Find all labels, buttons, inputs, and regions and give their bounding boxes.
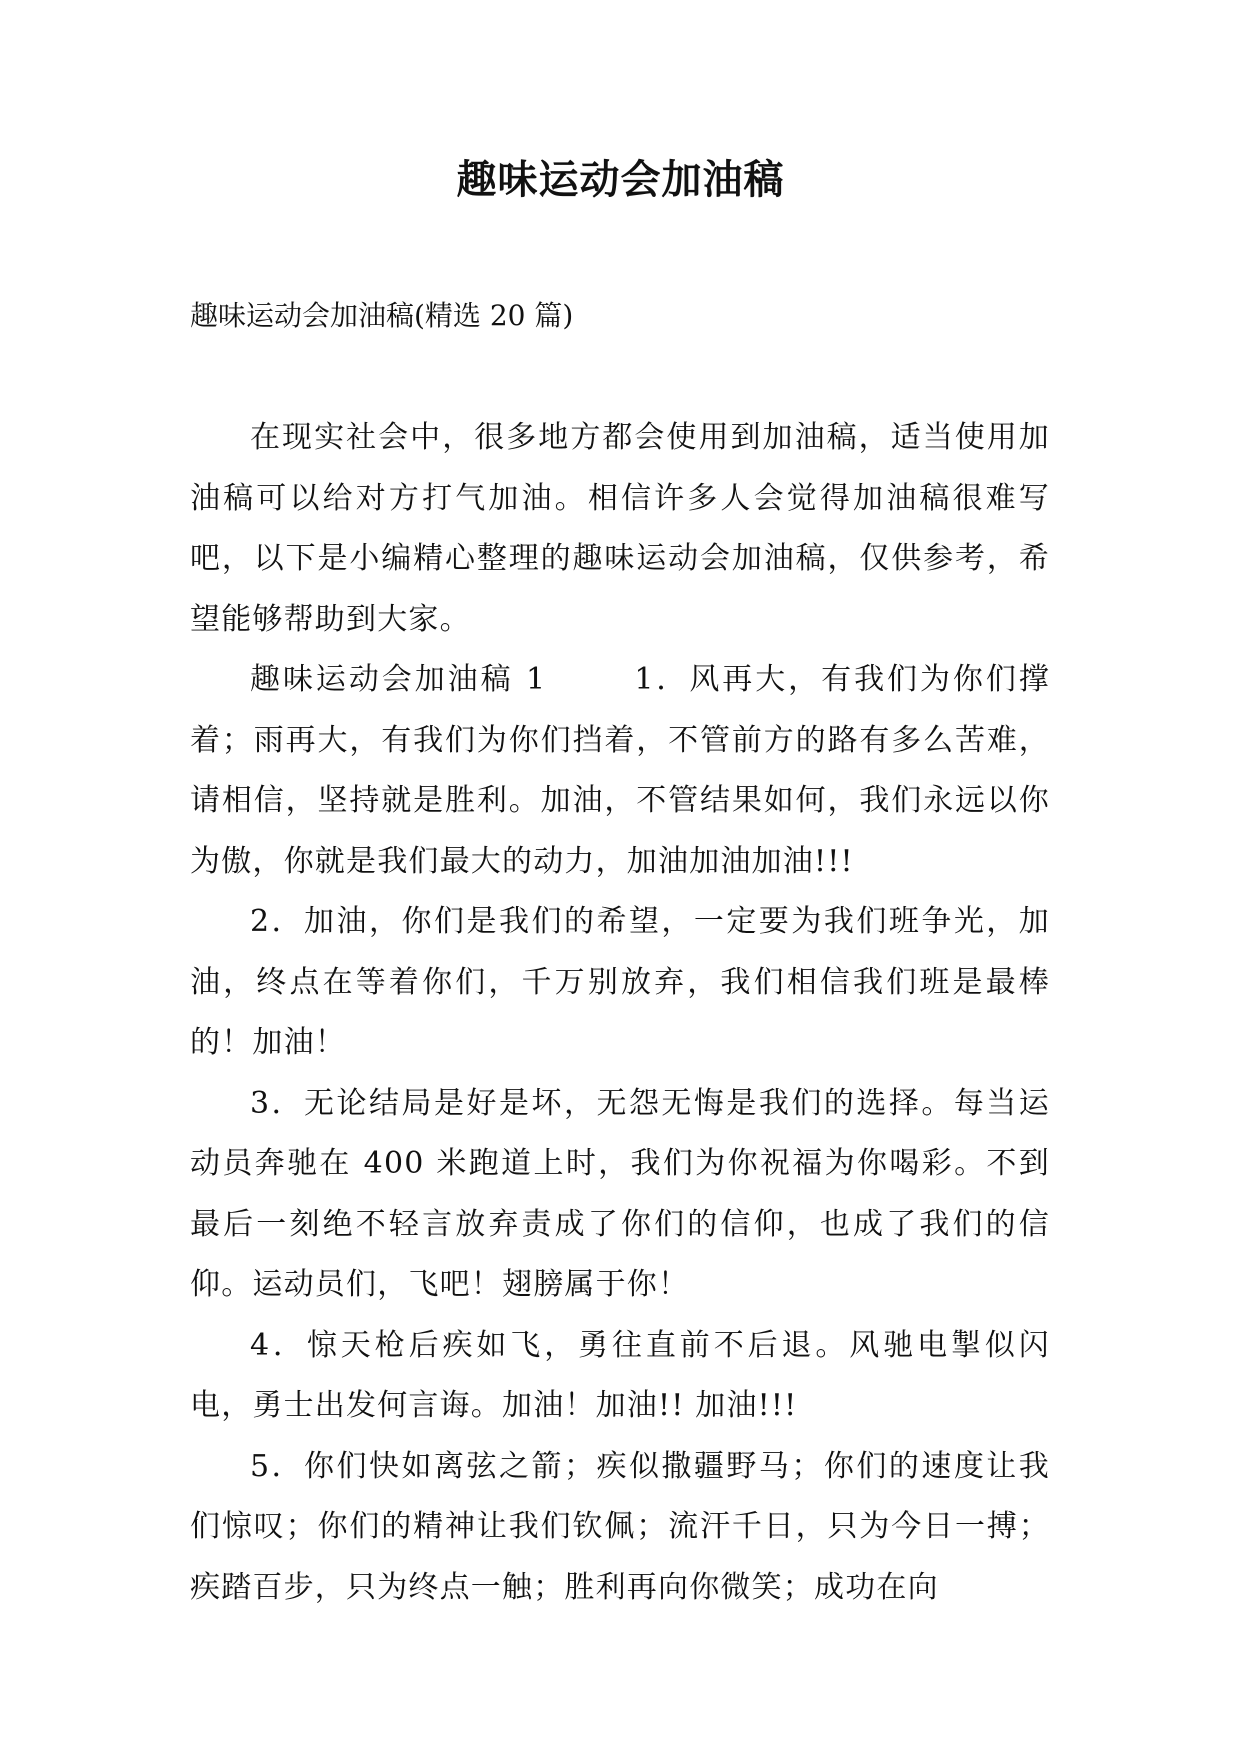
cheer-item-1: 1．风再大，有我们为你们撑着；雨再大，有我们为你们挡着，不管前方的路有多么苦难，请相信，坚持就是胜利。加油，不管结果如何，我们永远以你为傲，你就是我们最大的动力，加油加油加油!!! (190, 662, 1051, 879)
section-paragraph (190, 650, 1050, 892)
intro-paragraph: 在现实社会中，很多地方都会使用到加油稿，适当使用加油稿可以给对方打气加油。相信许多人会觉得加油稿很难写吧，以下是小编精心整理的趣味运动会加油稿，仅供参考，希望能够帮助到大家。 (190, 420, 1050, 637)
document-title: 趣味运动会加油稿 (456, 156, 785, 203)
document-body (190, 408, 1050, 1618)
cheer-item-2: 2．加油，你们是我们的希望，一定要为我们班争光，加油，终点在等着你们，千万别放弃，我们相信我们班是最棒的！加油！ (190, 904, 1050, 1060)
document-subtitle: 趣味运动会加油稿(精选 20 篇) (190, 299, 574, 332)
cheer-item-3: 3．无论结局是好是坏，无怨无悔是我们的选择。每当运动员奔驰在 400 米跑道上时，我们为你祝福为你喝彩。不到最后一刻绝不轻言放弃责成了你们的信仰，也成了我们的信仰。运动员们，飞吧！翅膀属于你！ (190, 1085, 1050, 1302)
cheer-item-4: 4．惊天枪后疾如飞，勇往直前不后退。风驰电掣似闪电，勇士出发何言诲。加油！加油!! 加油!!! (190, 1327, 1050, 1423)
section-heading: 趣味运动会加油稿 1 (250, 662, 547, 697)
cheer-item-5: 5．你们快如离弦之箭；疾似撒疆野马；你们的速度让我们惊叹；你们的精神让我们钦佩；流汗千日，只为今日一搏；疾踏百步，只为终点一触；胜利再向你微笑；成功在向 (190, 1448, 1050, 1605)
